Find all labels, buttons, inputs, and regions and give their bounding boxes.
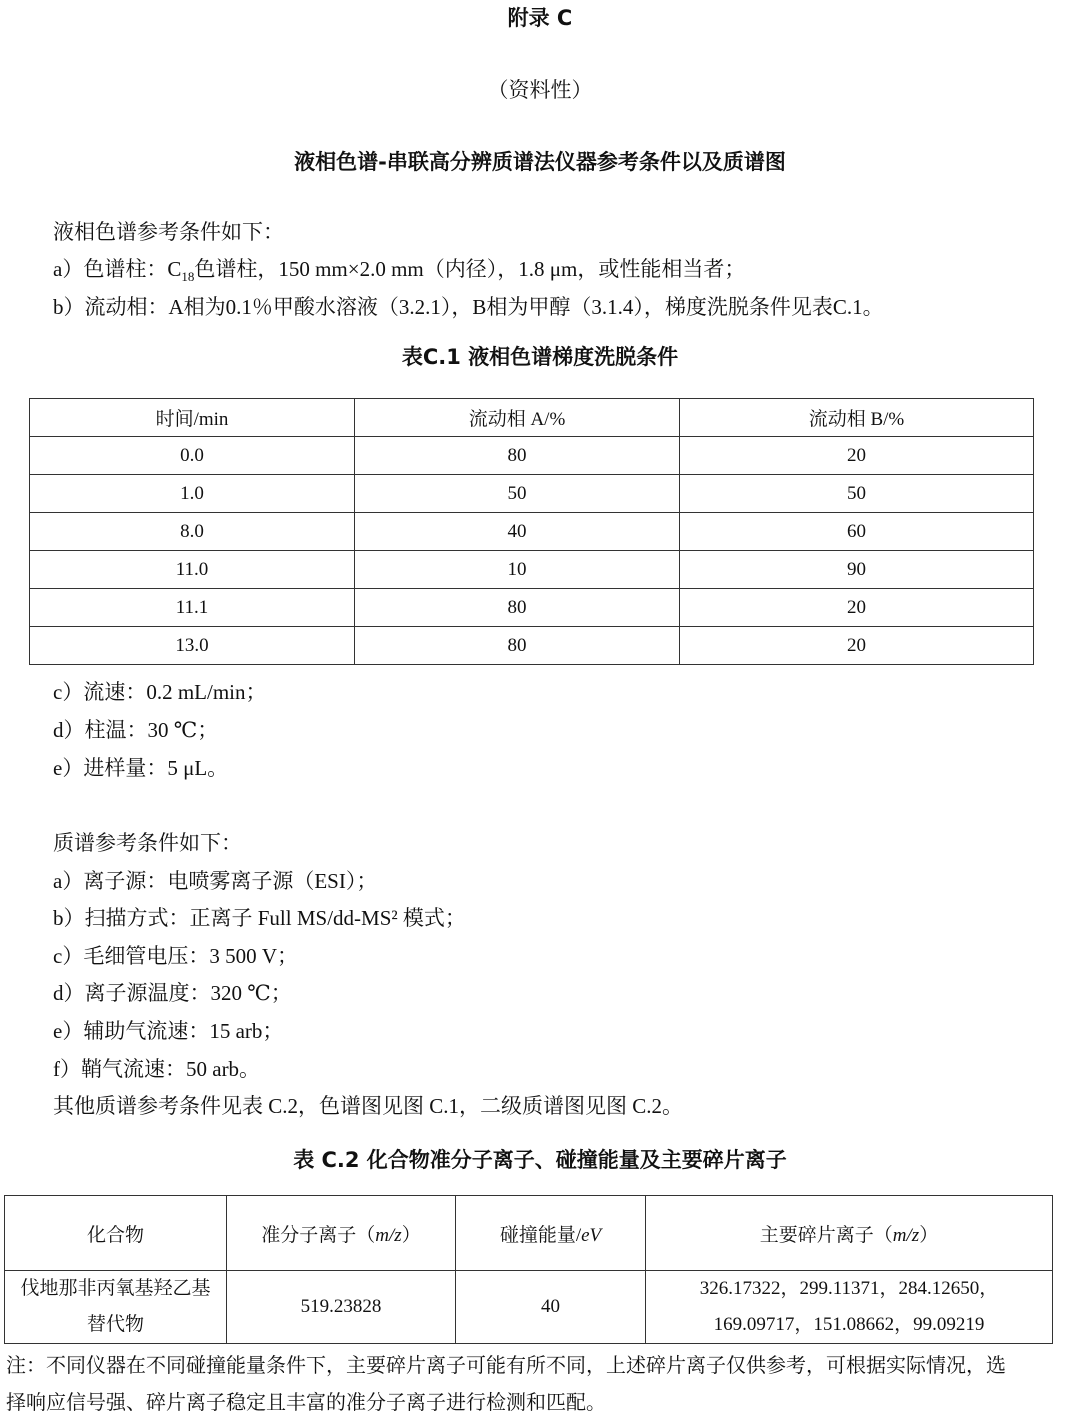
table1-caption: 表C.1 液相色谱梯度洗脱条件 bbox=[401, 345, 679, 369]
header-cell: 化合物 bbox=[5, 1196, 227, 1271]
header-cell: 流动相 A/% bbox=[355, 399, 680, 437]
lc-a-sub: 18 bbox=[181, 269, 195, 285]
cell: 1.0 bbox=[30, 475, 355, 513]
ms-item: c）毛细管电压：3 500 V； bbox=[53, 944, 298, 968]
header-cell bbox=[456, 1196, 646, 1271]
cell: 50 bbox=[680, 475, 1034, 513]
header-cell bbox=[646, 1196, 1053, 1271]
h4-unit: m/z bbox=[892, 1224, 920, 1246]
table-header-row bbox=[30, 399, 1034, 437]
ms-item: b）扫描方式：正离子 Full MS/dd-MS² 模式； bbox=[53, 906, 466, 930]
lc-item-d: d）柱温：30 ℃； bbox=[53, 718, 219, 742]
compound-table bbox=[4, 1195, 1053, 1344]
table-row bbox=[30, 627, 1034, 665]
note-line: 注：不同仪器在不同碰撞能量条件下，主要碎片离子可能有所不同，上述碎片离子仅供参考，可根据实际情况，选 bbox=[6, 1355, 1006, 1377]
cell: 20 bbox=[680, 627, 1034, 665]
cell: 0.0 bbox=[30, 437, 355, 475]
h2-unit: m/z bbox=[375, 1224, 402, 1246]
cell: 80 bbox=[355, 437, 680, 475]
note-line: 择响应信号强、碎片离子稳定且丰富的准分子离子进行检测和匹配。 bbox=[6, 1392, 606, 1414]
fragments-line: 326.17322，299.11371，284.12650， bbox=[699, 1278, 999, 1299]
gradient-table bbox=[29, 398, 1034, 665]
h2-text: 准分子离子（ bbox=[261, 1224, 376, 1246]
lc-item-e: e）进样量：5 μL。 bbox=[53, 756, 229, 780]
cell: 40 bbox=[355, 513, 680, 551]
table-row bbox=[30, 513, 1034, 551]
lc-item-a bbox=[53, 254, 745, 292]
cell: 90 bbox=[680, 551, 1034, 589]
cell: 11.0 bbox=[30, 551, 355, 589]
table-header-row bbox=[5, 1196, 1053, 1271]
appendix-title: 附录 C bbox=[507, 6, 573, 30]
cell: 20 bbox=[680, 437, 1034, 475]
h3-text: 碰撞能量/ bbox=[499, 1224, 582, 1246]
cell: 60 bbox=[680, 513, 1034, 551]
cell: 8.0 bbox=[30, 513, 355, 551]
compound-cell bbox=[5, 1271, 227, 1344]
ms-item: e）辅助气流速：15 arb； bbox=[53, 1019, 284, 1043]
ms-other: 其他质谱参考条件见表 C.2，色谱图见图 C.1，二级质谱图见图 C.2。 bbox=[53, 1094, 684, 1118]
ms-item: f）鞘气流速：50 arb。 bbox=[53, 1057, 261, 1081]
table-row bbox=[30, 475, 1034, 513]
lc-item-c: c）流速：0.2 mL/min； bbox=[53, 680, 267, 704]
ms-intro: 质谱参考条件如下： bbox=[53, 831, 242, 855]
energy-cell: 40 bbox=[456, 1271, 646, 1344]
fragments-line: 169.09717，151.08662，99.09219 bbox=[713, 1314, 985, 1335]
table-row bbox=[5, 1271, 1053, 1344]
table-row bbox=[30, 589, 1034, 627]
cell: 11.1 bbox=[30, 589, 355, 627]
h4-close: ） bbox=[919, 1224, 939, 1246]
appendix-nature: （资料性） bbox=[487, 78, 593, 102]
cell: 10 bbox=[355, 551, 680, 589]
fragments-cell bbox=[646, 1271, 1053, 1344]
section-heading: 液相色谱-串联高分辨质谱法仪器参考条件以及质谱图 bbox=[294, 150, 786, 174]
cell: 80 bbox=[355, 589, 680, 627]
ms-item: d）离子源温度：320 ℃； bbox=[53, 981, 292, 1005]
cell: 20 bbox=[680, 589, 1034, 627]
cell: 13.0 bbox=[30, 627, 355, 665]
header-cell bbox=[227, 1196, 456, 1271]
h3-unit: eV bbox=[581, 1224, 602, 1246]
lc-a-pre: a）色谱柱：C bbox=[53, 257, 182, 281]
table-row bbox=[30, 551, 1034, 589]
header-cell: 流动相 B/% bbox=[680, 399, 1034, 437]
table-row bbox=[30, 437, 1034, 475]
lc-intro: 液相色谱参考条件如下： bbox=[53, 220, 284, 244]
table2-caption: 表 C.2 化合物准分子离子、碰撞能量及主要碎片离子 bbox=[293, 1148, 787, 1172]
precursor-cell: 519.23828 bbox=[227, 1271, 456, 1344]
lc-item-b: b）流动相：A相为0.1％甲酸水溶液（3.2.1），B相为甲醇（3.1.4），梯度洗脱条件见表C.1。 bbox=[53, 295, 884, 319]
h4-text: 主要碎片离子（ bbox=[759, 1224, 893, 1246]
header-cell: 时间/min bbox=[30, 399, 355, 437]
ms-item: a）离子源：电喷雾离子源（ESI）； bbox=[53, 869, 378, 893]
compound-line: 伐地那非丙氧基羟乙基 bbox=[20, 1278, 211, 1299]
cell: 50 bbox=[355, 475, 680, 513]
cell: 80 bbox=[355, 627, 680, 665]
lc-a-post: 色谱柱，150 mm×2.0 mm（内径），1.8 μm，或性能相当者； bbox=[194, 257, 746, 281]
compound-line: 替代物 bbox=[86, 1314, 144, 1335]
h2-close: ） bbox=[401, 1224, 421, 1246]
